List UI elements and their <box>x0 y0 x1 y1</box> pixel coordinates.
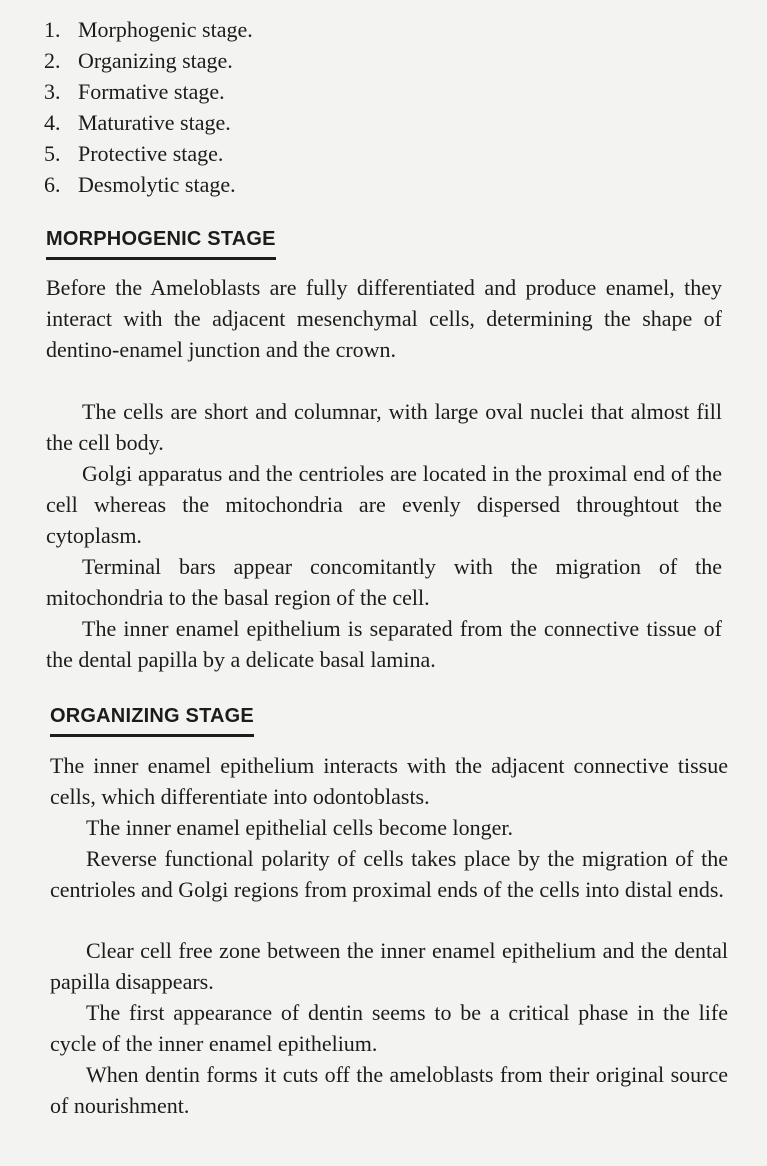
list-item: 2. Organizing stage. <box>44 48 233 73</box>
paragraph: Golgi apparatus and the centrioles are located in the proximal end of the cell whereas the mitochondria are evenly dispersed throughtout the cytoplasm. <box>46 461 722 548</box>
list-item: 3. Formative stage. <box>44 79 225 104</box>
paragraph: Terminal bars appear concomitantly with the migration of the mitochondria to the basal region of the cell. <box>46 554 722 610</box>
paragraph: When dentin forms it cuts off the ameloblasts from their original source of nourishment. <box>50 1062 728 1118</box>
paragraph: The inner enamel epithelial cells become longer. <box>86 815 513 840</box>
stage-list <box>44 14 253 200</box>
list-item: 1. Morphogenic stage. <box>44 17 253 42</box>
list-item: 5. Protective stage. <box>44 141 224 166</box>
paragraph: The inner enamel epithelium interacts with the adjacent connective tissue cells, which differentiate into odontoblasts. <box>50 753 728 809</box>
paragraph: Before the Ameloblasts are fully differentiated and produce enamel, they interact with the adjacent mesenchymal cells, determining the shape of dentino-enamel junction and the crown. <box>46 275 722 362</box>
section-heading: ORGANIZING STAGE <box>50 705 254 737</box>
paragraph: The cells are short and columnar, with large oval nuclei that almost fill the cell body. <box>46 399 722 455</box>
paragraph: Reverse functional polarity of cells takes place by the migration of the centrioles and Golgi regions from proximal ends of the cells into distal ends. <box>50 846 728 902</box>
paragraph: The inner enamel epithelium is separated from the connective tissue of the dental papilla by a delicate basal lamina. <box>46 616 722 672</box>
section-heading: MORPHOGENIC STAGE <box>46 228 276 260</box>
paragraph: The first appearance of dentin seems to be a critical phase in the life cycle of the inner enamel epithelium. <box>50 1000 728 1056</box>
paragraph: Clear cell free zone between the inner enamel epithelium and the dental papilla disappears. <box>50 938 728 994</box>
list-item: 4. Maturative stage. <box>44 110 231 135</box>
list-item: 6. Desmolytic stage. <box>44 172 236 197</box>
